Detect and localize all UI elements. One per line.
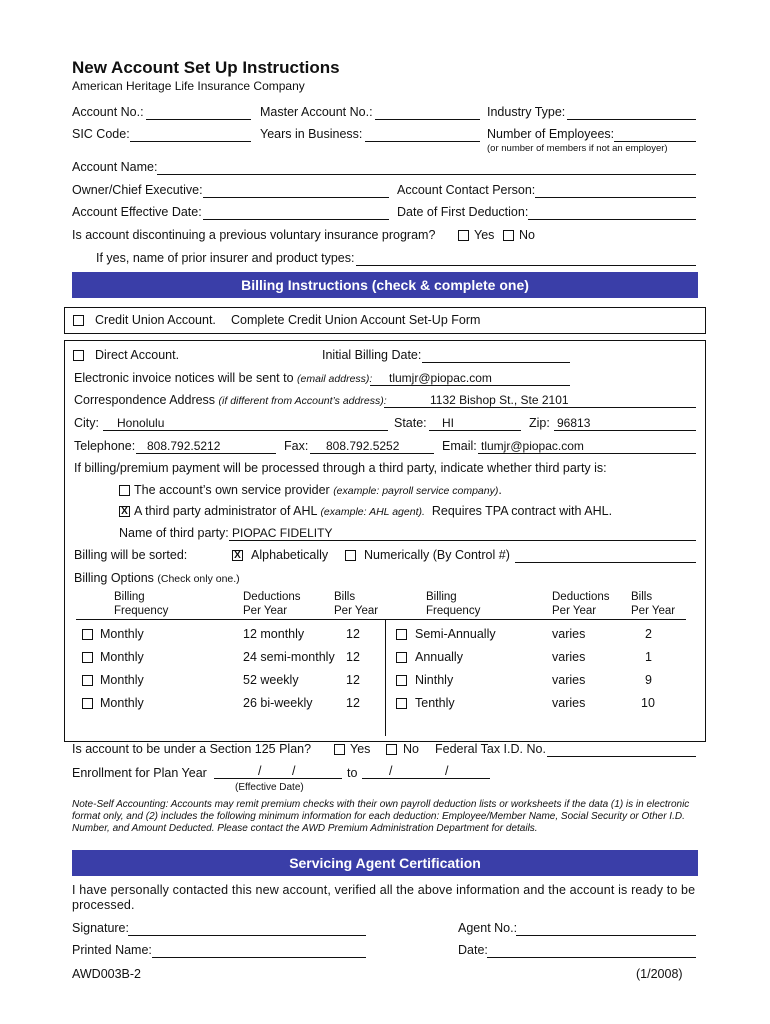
to-label: to [347,766,358,780]
first-deduction-label: Date of First Deduction: [397,205,529,219]
option-left-3-bills: 12 [346,673,360,687]
printed-name-label: Printed Name: [72,943,152,957]
account-name-label: Account Name: [72,160,158,174]
account-no-label: Account No.: [72,105,144,119]
third-party-name-label: Name of third party: [119,526,229,540]
option-right-3-bills: 9 [645,673,652,687]
option-right-2-deductions: varies [552,650,586,664]
option-left-4-checkbox[interactable] [82,698,93,709]
third-party-question: If billing/premium payment will be processed through a third party, indicate whether third party is: [74,461,607,475]
option-left-2-freq: Monthly [100,650,144,664]
date-label: Date: [458,943,488,957]
account-name-field[interactable] [157,174,696,175]
sic-code-field[interactable] [130,141,251,142]
option-right-1-freq: Semi-Annually [415,627,496,641]
invoice-email-field[interactable] [370,385,570,386]
agent-no-field[interactable] [516,935,696,936]
telephone-field[interactable] [136,453,276,454]
option-left-3-freq: Monthly [100,673,144,687]
billing-banner: Billing Instructions (check & complete one) [72,272,698,298]
own-provider-label: The account’s own service provider (example: payroll service company). [134,483,502,497]
agent-banner: Servicing Agent Certification [72,850,698,876]
owner-field[interactable] [203,197,389,198]
col-deductions-right: Deductions Per Year [552,591,610,617]
email-label: Email: [442,439,477,453]
federal-tax-field[interactable] [547,756,696,757]
option-left-1-bills: 12 [346,627,360,641]
initial-billing-date-label: Initial Billing Date: [322,348,422,362]
section125-yes-checkbox[interactable] [334,744,345,755]
option-left-4-deductions: 26 bi-weekly [243,696,313,710]
prior-insurer-label: If yes, name of prior insurer and product types: [96,251,355,265]
credit-union-form-note: Complete Credit Union Account Set-Up Form [231,313,481,327]
control-number-field[interactable] [515,562,696,563]
option-right-2-freq: Annually [415,650,463,664]
options-divider [385,619,386,736]
effective-date-label: Account Effective Date: [72,205,202,219]
email-field[interactable] [478,453,696,454]
date-field[interactable] [487,957,696,958]
contact-person-field[interactable] [535,197,696,198]
certification-statement: I have personally contacted this new account, verified all the above information and the account is ready to be processed. [72,883,696,912]
page-title: New Account Set Up Instructions [72,58,340,77]
option-right-3-deductions: varies [552,673,586,687]
correspondence-label: Correspondence Address (if different from Account’s address): [74,393,387,407]
option-right-4-deductions: varies [552,696,586,710]
sorted-label: Billing will be sorted: [74,548,188,562]
email-value: tlumjr@piopac.com [481,439,584,453]
alphabetically-checkbox[interactable]: X [232,550,243,561]
option-left-3-checkbox[interactable] [82,675,93,686]
option-left-3-deductions: 52 weekly [243,673,299,687]
invoice-email-value: tlumjr@piopac.com [389,371,492,385]
owner-label: Owner/Chief Executive: [72,183,203,197]
option-right-2-bills: 1 [645,650,652,664]
option-right-4-checkbox[interactable] [396,698,407,709]
industry-type-field[interactable] [567,119,696,120]
signature-field[interactable] [128,935,366,936]
prior-insurer-field[interactable] [356,265,696,266]
option-right-1-bills: 2 [645,627,652,641]
signature-label: Signature: [72,921,129,935]
option-right-4-bills: 10 [641,696,655,710]
alphabetically-label: Alphabetically [251,548,329,562]
options-header-rule [76,619,686,620]
third-party-name-value: PIOPAC FIDELITY [232,526,333,540]
option-left-2-checkbox[interactable] [82,652,93,663]
option-right-3-checkbox[interactable] [396,675,407,686]
end-slash-1: / [389,764,393,778]
form-revision: (1/2008) [636,967,683,981]
state-label: State: [394,416,427,430]
zip-label: Zip: [529,416,550,430]
option-right-1-deductions: varies [552,627,586,641]
plan-year-start-field[interactable] [214,778,342,779]
master-account-no-field[interactable] [375,119,480,120]
option-left-4-bills: 12 [346,696,360,710]
direct-account-checkbox[interactable] [73,350,84,361]
section125-no-label: No [403,742,419,756]
fax-value: 808.792.5252 [326,439,400,453]
tpa-checkbox[interactable]: X [119,506,130,517]
section125-no-checkbox[interactable] [386,744,397,755]
discontinuing-yes-checkbox[interactable] [458,230,469,241]
option-left-2-deductions: 24 semi-monthly [243,650,335,664]
correspondence-value: 1132 Bishop St., Ste 2101 [430,393,569,407]
col-billing-frequency-left: Billing Frequency [114,591,169,617]
col-deductions-left: Deductions Per Year [243,591,301,617]
end-slash-2: / [445,764,449,778]
sic-code-label: SIC Code: [72,127,130,141]
correspondence-field[interactable] [384,407,696,408]
option-left-2-bills: 12 [346,650,360,664]
effective-date-field[interactable] [203,219,389,220]
city-value: Honolulu [117,416,165,430]
fax-field[interactable] [310,453,434,454]
third-party-name-field[interactable] [229,540,696,541]
enrollment-label: Enrollment for Plan Year [72,766,207,780]
employees-label: Number of Employees: [487,127,615,141]
self-accounting-note: Note-Self Accounting: Accounts may remit premium checks with their own payroll deduction lists or worksheets if the data (1) is in electronic format only, and (2) includes the following minimum information for each deduction: Employee/Member Name, Social Security or Other I.D. Number, and Amount Deducted. Please contact the AWD Premium Administration Department for details. [72,799,690,834]
telephone-value: 808.792.5212 [147,439,221,453]
years-in-business-field[interactable] [365,141,480,142]
printed-name-field[interactable] [152,957,366,958]
telephone-label: Telephone: [74,439,136,453]
col-bills-left: Bills Per Year [334,591,379,617]
employees-field[interactable] [614,141,696,142]
initial-billing-date-field[interactable] [422,362,570,363]
master-account-no-label: Master Account No.: [260,105,373,119]
option-left-1-deductions: 12 monthly [243,627,305,641]
section125-question: Is account to be under a Section 125 Plan? [72,742,312,756]
option-left-4-freq: Monthly [100,696,144,710]
tpa-label: A third party administrator of AHL (example: AHL agent). Requires TPA contract with AHL. [134,504,613,518]
effective-date-note: (Effective Date) [235,782,304,793]
discontinuing-yes-label: Yes [474,228,495,242]
credit-union-label: Credit Union Account. [95,313,216,327]
numerically-checkbox[interactable] [345,550,356,561]
direct-account-label: Direct Account. [95,348,180,362]
discontinuing-question: Is account discontinuing a previous voluntary insurance program? [72,228,436,242]
zip-value: 96813 [557,416,591,430]
employees-note: (or number of members if not an employer) [487,143,668,154]
option-left-1-checkbox[interactable] [82,629,93,640]
start-slash-1: / [258,764,262,778]
billing-options-label: Billing Options (Check only one.) [74,571,240,585]
industry-type-label: Industry Type: [487,105,566,119]
section125-yes-label: Yes [350,742,371,756]
zip-field[interactable] [554,430,696,431]
federal-tax-label: Federal Tax I.D. No. [435,742,546,756]
option-left-1-freq: Monthly [100,627,144,641]
years-in-business-label: Years in Business: [260,127,363,141]
city-label: City: [74,416,99,430]
discontinuing-no-label: No [519,228,535,242]
option-right-1-checkbox[interactable] [396,629,407,640]
option-right-2-checkbox[interactable] [396,652,407,663]
account-no-field[interactable] [146,119,251,120]
start-slash-2: / [292,764,296,778]
first-deduction-field[interactable] [528,219,696,220]
fax-label: Fax: [284,439,309,453]
option-right-3-freq: Ninthly [415,673,454,687]
option-right-4-freq: Tenthly [415,696,455,710]
contact-person-label: Account Contact Person: [397,183,536,197]
numerically-label: Numerically (By Control #) [364,548,510,562]
own-provider-checkbox[interactable] [119,485,130,496]
plan-year-end-field[interactable] [362,778,490,779]
agent-no-label: Agent No.: [458,921,518,935]
discontinuing-no-checkbox[interactable] [503,230,514,241]
state-field[interactable] [429,430,521,431]
col-bills-right: Bills Per Year [631,591,676,617]
city-field[interactable] [103,430,388,431]
credit-union-checkbox[interactable] [73,315,84,326]
company-name: American Heritage Life Insurance Company [72,79,305,93]
col-billing-frequency-right: Billing Frequency [426,591,481,617]
electronic-invoice-label: Electronic invoice notices will be sent to (email address): [74,371,373,385]
state-value: HI [442,416,454,430]
form-id: AWD003B-2 [72,967,142,981]
